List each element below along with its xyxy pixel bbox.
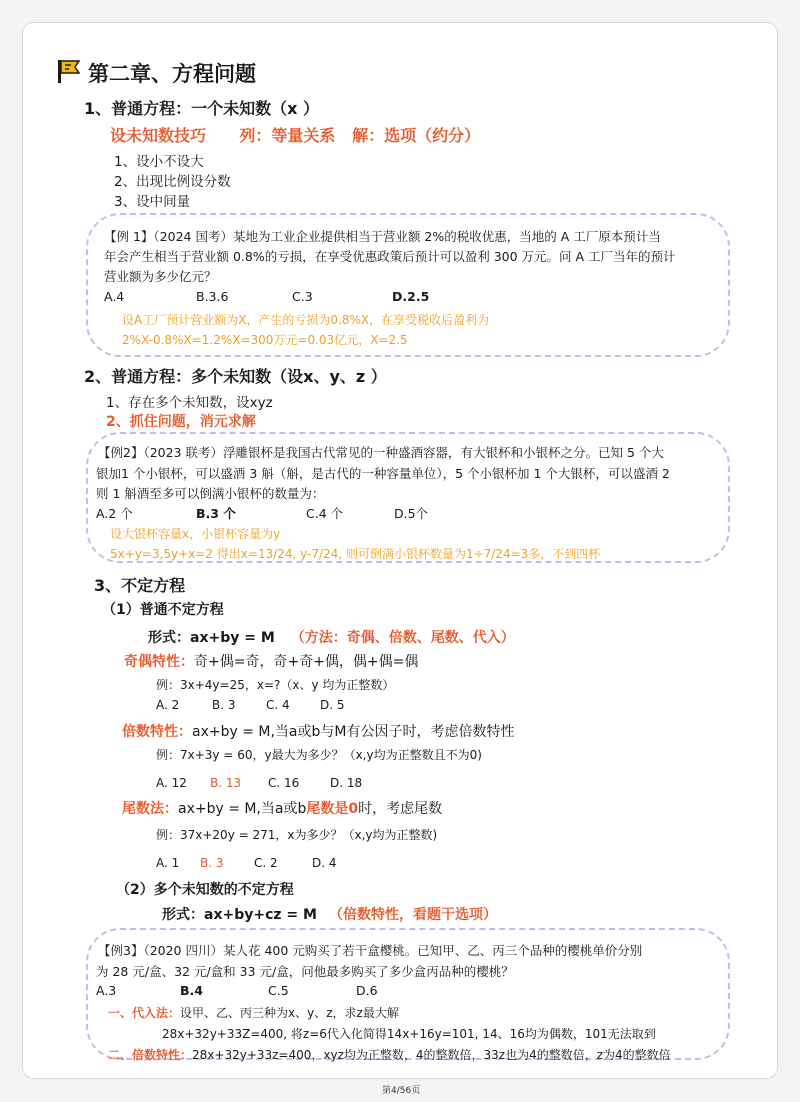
example1-option-a: A.4 xyxy=(104,289,125,304)
example3-line2: 为 28 元/盒、32 元/盒和 33 元/盒，问他最多购买了多少盒丙品种的樱桃？ xyxy=(96,964,514,979)
sub1-formula-method: （方法：奇偶、倍数、尾数、代入） xyxy=(290,630,515,646)
chapter-title: 第二章、方程问题 xyxy=(88,62,256,86)
example2-option-a: A.2 个 xyxy=(96,506,133,521)
multiple-label: 倍数特性： xyxy=(122,724,192,740)
example2-line1: 【例2】（2023 联考）浮雕银杯是我国古代常见的一种盛酒容器，有大银杯和小银杯之分。已知 5 个大 xyxy=(98,445,664,460)
section3-heading: 3、不定方程 xyxy=(94,576,186,595)
multiple-option-b: B. 13 xyxy=(210,776,242,790)
example1-solution-2: 2%X-0.8%X=1.2%X=300万元=0.03亿元，X=2.5 xyxy=(122,333,408,347)
tail-text-a: ax+by = M,当a或b xyxy=(178,801,307,817)
page-number: 第4/56页 xyxy=(382,1086,421,1096)
example1-line3: 营业额为多少亿元？ xyxy=(104,269,217,284)
parity-label: 奇偶特性： xyxy=(124,654,194,670)
flag-icon xyxy=(56,58,82,84)
method1-line2: 28x+32y+33Z=400, 将z=6代入化简得14x+16y=101, 14、16均为偶数，101无法取到 xyxy=(162,1027,656,1041)
example3-option-d: D.6 xyxy=(356,983,378,998)
tail-option-b: B. 3 xyxy=(200,856,224,870)
method2-label: 二、倍数特性： xyxy=(108,1048,193,1062)
section2-item-2: 2、抓住问题，消元求解 xyxy=(106,414,256,430)
section1-item-2: 2、出现比例设分数 xyxy=(114,174,231,190)
example2-line2: 银加1 个小银杯，可以盛酒 3 斛（斛，是古代的一种容量单位），5 个小银杯加 1 个大银杯，可以盛酒 2 xyxy=(96,466,670,481)
example2-option-d: D.5个 xyxy=(394,506,429,521)
tail-option-a: A. 1 xyxy=(156,856,180,870)
parity-example: 例：3x+4y=25，x=?（x、y 均为正整数） xyxy=(156,678,395,692)
section3-sub1-heading: （1）普通不定方程 xyxy=(102,602,224,618)
section1-item-1: 1、设小不设大 xyxy=(114,154,204,170)
parity-option-d: D. 5 xyxy=(320,698,345,712)
example2-option-c: C.4 个 xyxy=(306,506,344,521)
sub1-formula xyxy=(148,627,515,647)
example3-option-b: B.4 xyxy=(180,983,203,998)
method2-row xyxy=(108,1046,671,1063)
parity-text: 奇+偶=奇，奇+奇+偶，偶+偶=偶 xyxy=(194,654,419,670)
section2-item-1: 1、存在多个未知数，设xyz xyxy=(106,395,273,411)
method1-text: 设甲、乙、丙三种为x、y、z，求z最大解 xyxy=(180,1006,399,1020)
example3-line1: 【例3】（2020 四川）某人花 400 元购买了若干盒樱桃。已知甲、乙、丙三个品种的樱桃单价分别 xyxy=(98,943,643,958)
tail-option-d: D. 4 xyxy=(312,856,337,870)
parity-option-a: A. 2 xyxy=(156,698,180,712)
tail-example: 例：37x+20y = 271，x为多少？（x,y均为正整数) xyxy=(156,828,438,842)
sub1-formula-label: 形式：ax+by = M xyxy=(148,630,275,646)
example1-option-d: D.2.5 xyxy=(392,289,430,304)
example2-solution-2: 5x+y=3,5y+x=2 得出x=13/24, y-7/24, 则可倒满小银杯数量为1÷7/24=3多，不到四杯 xyxy=(110,547,601,561)
section1-item-3: 3、设中间量 xyxy=(114,194,191,210)
tail-text-red: 尾数是0 xyxy=(306,801,359,817)
parity-option-b: B. 3 xyxy=(212,698,236,712)
section3-sub2-heading: （2）多个未知数的不定方程 xyxy=(116,882,294,898)
method1-label: 一、代入法： xyxy=(108,1006,181,1020)
multiple-text: ax+by = M,当a或b与M有公因子时，考虑倍数特性 xyxy=(192,724,515,740)
tail-label: 尾数法： xyxy=(122,801,178,817)
tail-option-c: C. 2 xyxy=(254,856,278,870)
tail-row xyxy=(122,798,442,818)
example1-solution-1: 设A工厂预计营业额为X，产生的亏损为0.8%X，在享受税收后盈利为 xyxy=(122,313,490,327)
method2-text: 28x+32y+33z=400，xyz均为正整数，4的整数倍，33z也为4的整数倍，z为4的整数倍 xyxy=(192,1048,671,1062)
method1-row xyxy=(108,1004,399,1021)
example1-option-c: C.3 xyxy=(292,289,313,304)
multiple-option-a: A. 12 xyxy=(156,776,187,790)
sub2-formula xyxy=(162,904,497,924)
example2-line3: 则 1 斛酒至多可以倒满小银杯的数量为： xyxy=(96,486,325,501)
example1-option-b: B.3.6 xyxy=(196,289,229,304)
sub2-formula-method: （倍数特性，看题干选项） xyxy=(328,907,497,923)
example2-solution-1: 设大银杯容量x，小银杯容量为y xyxy=(110,527,281,541)
multiple-example: 例：7x+3y = 60，y最大为多少？（x,y均为正整数且不为0) xyxy=(156,748,482,762)
example3-option-a: A.3 xyxy=(96,983,117,998)
example3-option-c: C.5 xyxy=(268,983,289,998)
example1-line2: 年会产生相当于营业额 0.8%的亏损，在享受优惠政策后预计可以盈利 300 万元。问 A 工厂当年的预计 xyxy=(104,249,676,264)
example2-option-b: B.3 个 xyxy=(196,506,236,521)
multiple-option-d: D. 18 xyxy=(330,776,363,790)
section1-tip: 设未知数技巧 列：等量关系 解：选项（约分） xyxy=(110,126,481,145)
example1-line1: 【例 1】（2024 国考）某地为工业企业提供相当于营业额 2%的税收优惠，当地的 A 工厂原本预计当 xyxy=(104,229,661,244)
parity-row xyxy=(124,651,418,671)
sub2-formula-label: 形式：ax+by+cz = M xyxy=(162,907,317,923)
tail-text-b: 时，考虑尾数 xyxy=(358,801,443,817)
section2-heading: 2、普通方程：多个未知数（设x、y、z ） xyxy=(84,367,387,386)
multiple-option-c: C. 16 xyxy=(268,776,300,790)
parity-option-c: C. 4 xyxy=(266,698,290,712)
multiple-row xyxy=(122,721,514,741)
section1-heading: 1、普通方程：一个未知数（x ） xyxy=(84,99,320,118)
